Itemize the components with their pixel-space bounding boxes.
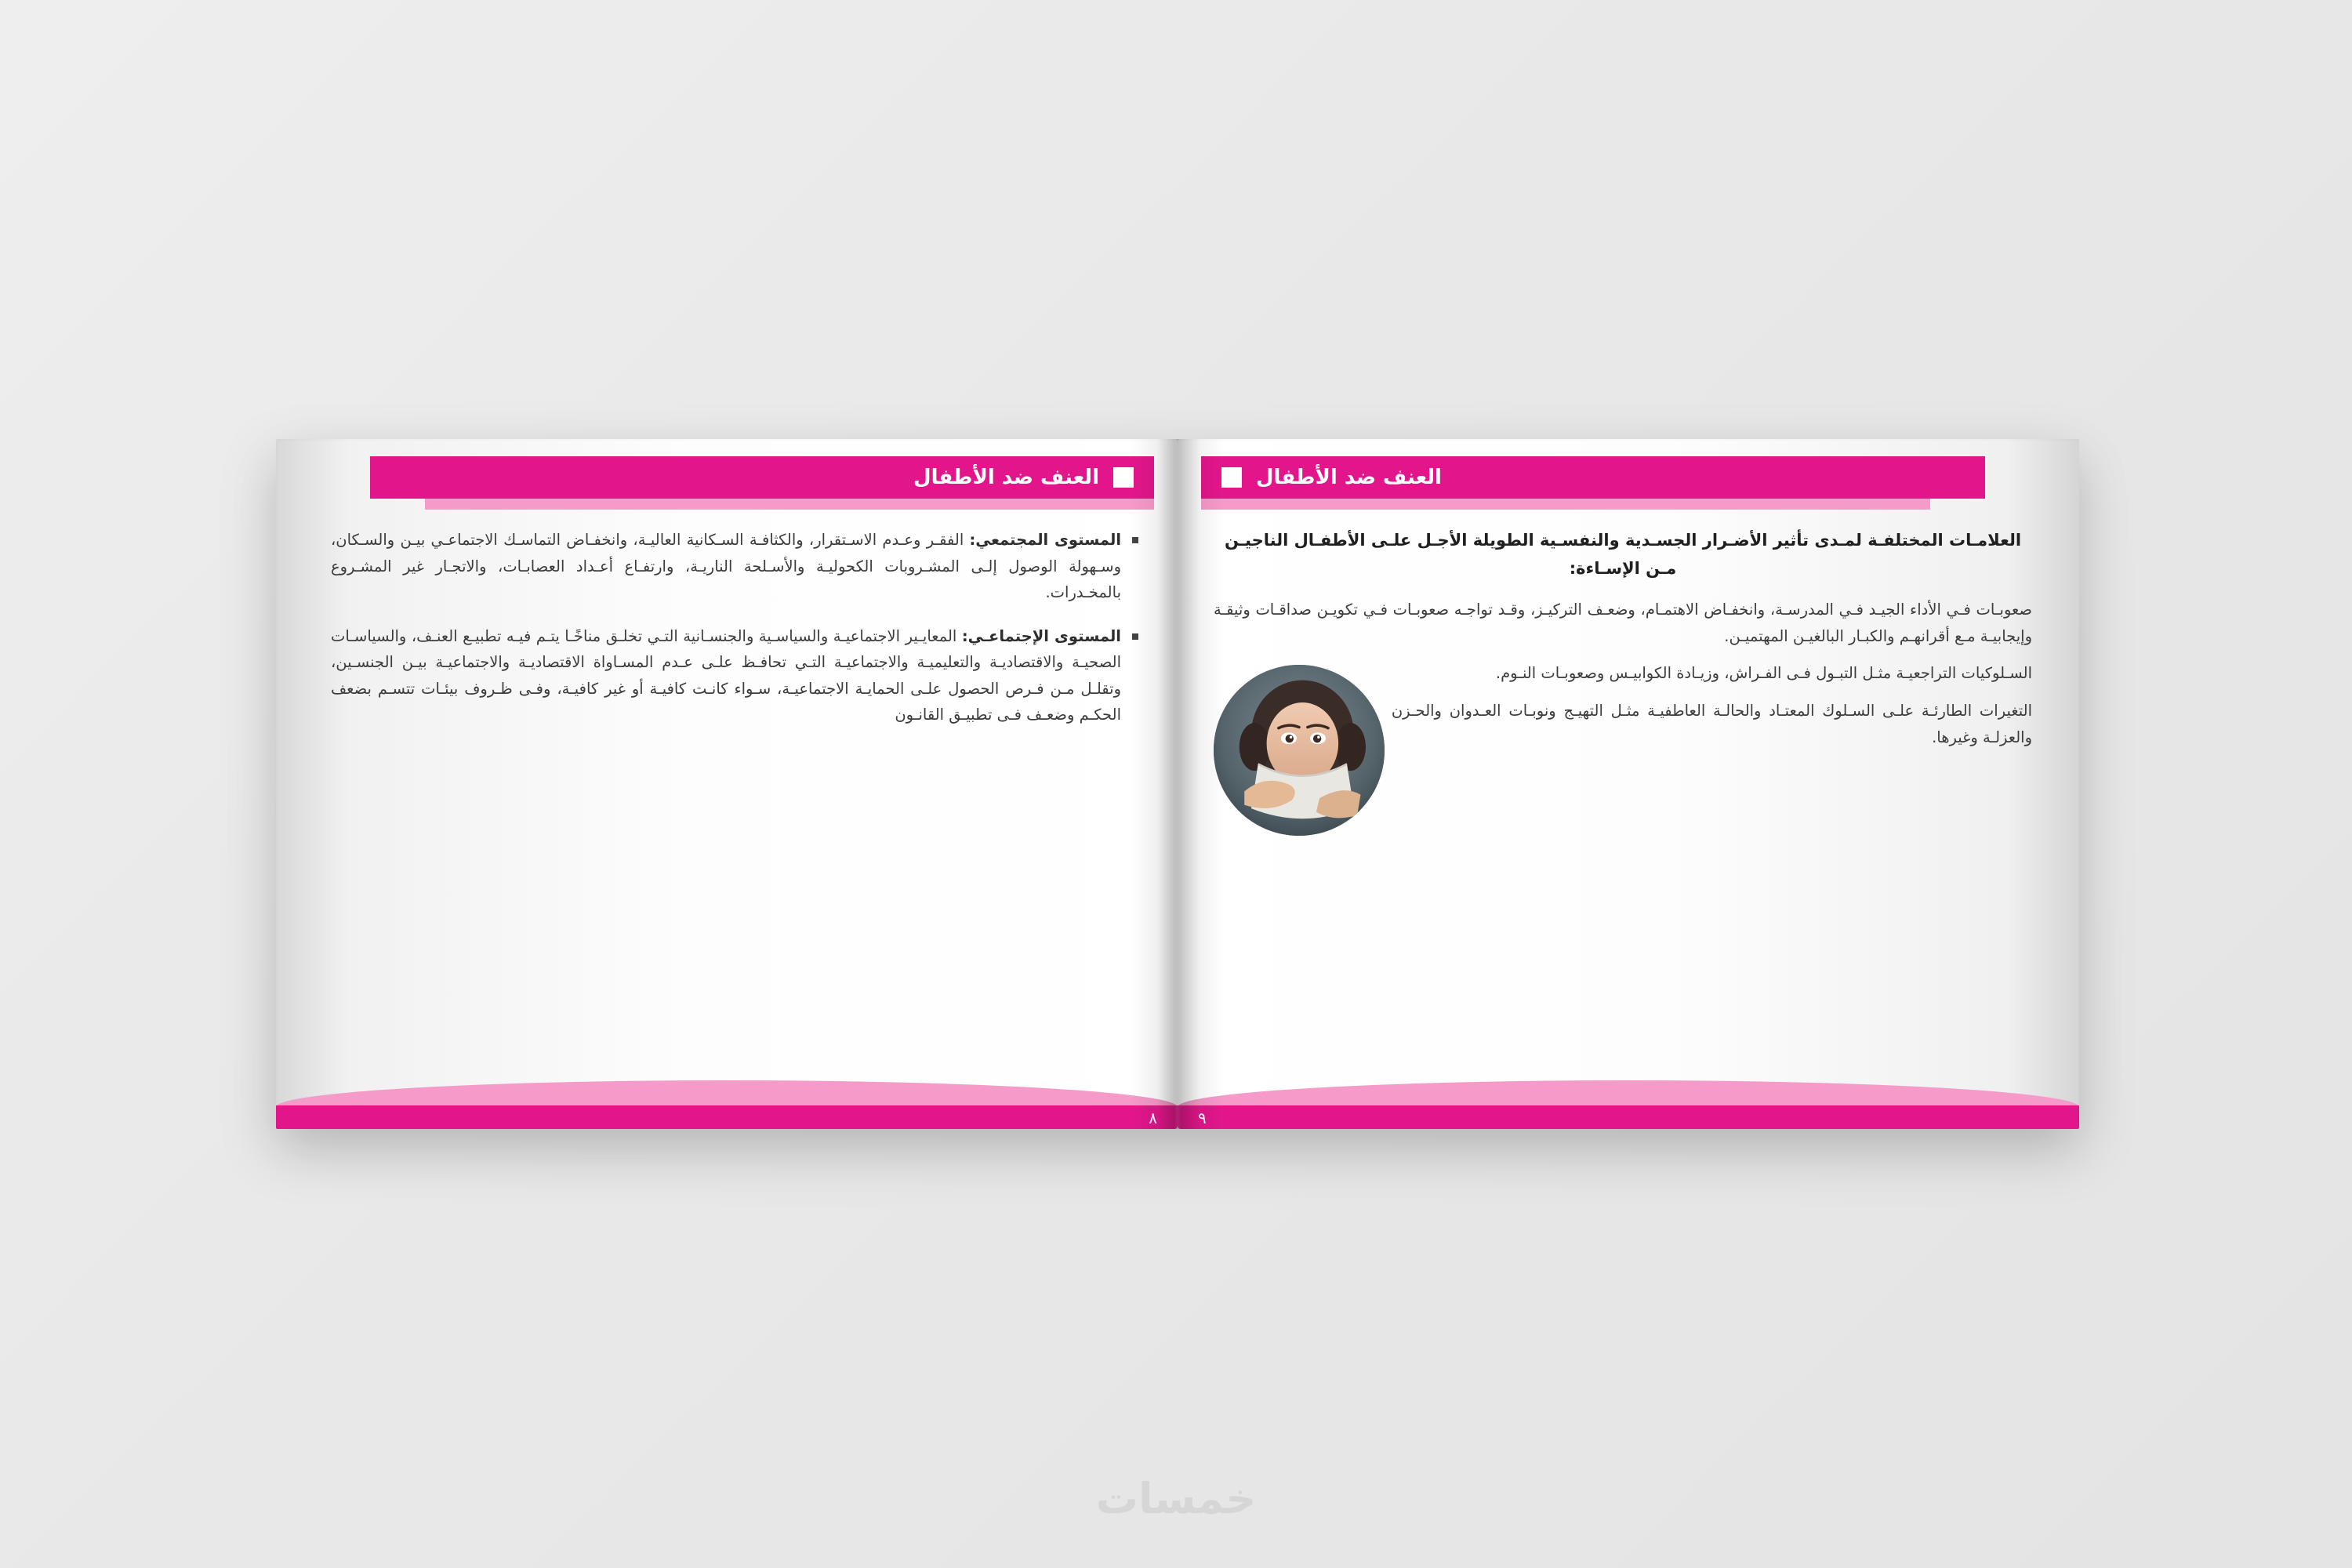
child-photo — [1214, 665, 1385, 836]
page-right-content — [331, 527, 1142, 1068]
page-right-footer — [276, 1080, 1178, 1129]
bullet-lead: المستوى المجتمعي: — [969, 531, 1122, 549]
page-left-header-title: العنف ضد الأطفال — [1256, 466, 1442, 489]
page-number-left: ٩ — [1198, 1109, 1207, 1127]
page-left-header — [1201, 456, 1985, 499]
page-right-header-accent-bar — [425, 499, 1154, 510]
footer-wave-shape — [1178, 1080, 2079, 1107]
bullet-list-right — [331, 527, 1142, 728]
page-right — [276, 439, 1178, 1129]
page-left-header-accent-bar — [1201, 499, 1930, 510]
paragraph: السـلوكيات التراجعيـة مثـل التبـول فـى الفـراش، وزيـادة الكوابيـس وصعوبـات النـوم. — [1495, 664, 2032, 683]
page-number-right: ٨ — [1149, 1109, 1157, 1127]
page-left-heading: العلامـات المختلفـة لمـدى تأثير الأضـرار الجسـدية والنفسـية الطويلة الأجـل علـى الأطفـال الناجيـن مـن الإسـاءة: — [1224, 531, 2022, 578]
bullet-lead: المستوى الإجتماعـي: — [961, 626, 1121, 645]
list-item — [331, 623, 1142, 728]
footer-solid-bar — [1178, 1105, 2079, 1129]
watermark: خمسات — [1095, 1474, 1257, 1523]
page-left — [1178, 439, 2079, 1129]
page-left-content — [1214, 527, 2032, 1068]
footer-wave-shape — [276, 1080, 1178, 1107]
page-right-header-title: العنف ضد الأطفال — [913, 466, 1099, 489]
book-spread — [276, 439, 2079, 1129]
page-left-footer — [1178, 1080, 2079, 1129]
bullet-text: الفقـر وعـدم الاسـتقرار، والكثافـة السـكانية العاليـة، وانخفـاض التماسـك الاجتماعـي بيـن والسـكان، وسـهولة الوصول إلـى المشـروبات الكحوليـة والأسـلحة الناريـة، وارتفـاع أعـداد العصابـات، والاتجـار غير المشـروع بالمخـدرات. — [331, 531, 1121, 602]
bullet-text: المعايـير الاجتماعيـة والسياسـية والجنسـانية التـي تخلـق مناخًـا يتـم فيـه تطبيـع العنـف، والسياسـات الصحيـة والاقتصاديـة والتعليميـة والاجتماعيـة التـي تحافـظ علـى عـدم المسـاواة الاقتصاديـة والاجتماعيـة بيـن الجنسـين، وتقلـل مـن فـرص الحصول علـى الحمايـة الاجتماعيـة، سـواء كانـت كافيـة أو غير كافيـة، وفـى ظـروف بيئـات تتسـم بضعف الحكـم وضعـف فـى تطبيـق القانـون — [331, 626, 1121, 724]
page-right-header — [370, 456, 1154, 499]
list-item — [331, 527, 1142, 606]
paragraph: صعوبـات فـي الأداء الجيـد فـي المدرسـة، وانخفـاض الاهتمـام، وضعـف التركيـز، وقـد تواجـه صعوبـات فـي تكويـن صداقـات وثيقـة وإيجابيـة مـع أقرانهـم والكبـار البالغيـن المهتميـن. — [1214, 601, 2032, 645]
footer-solid-bar — [276, 1105, 1178, 1129]
paragraph: التغيرات الطارئـة علـى السـلوك المعتـاد والحالـة العاطفيـة مثـل التهيـج ونوبـات العـدوان والحـزن والعزلـة وغيرها. — [1391, 701, 2032, 746]
